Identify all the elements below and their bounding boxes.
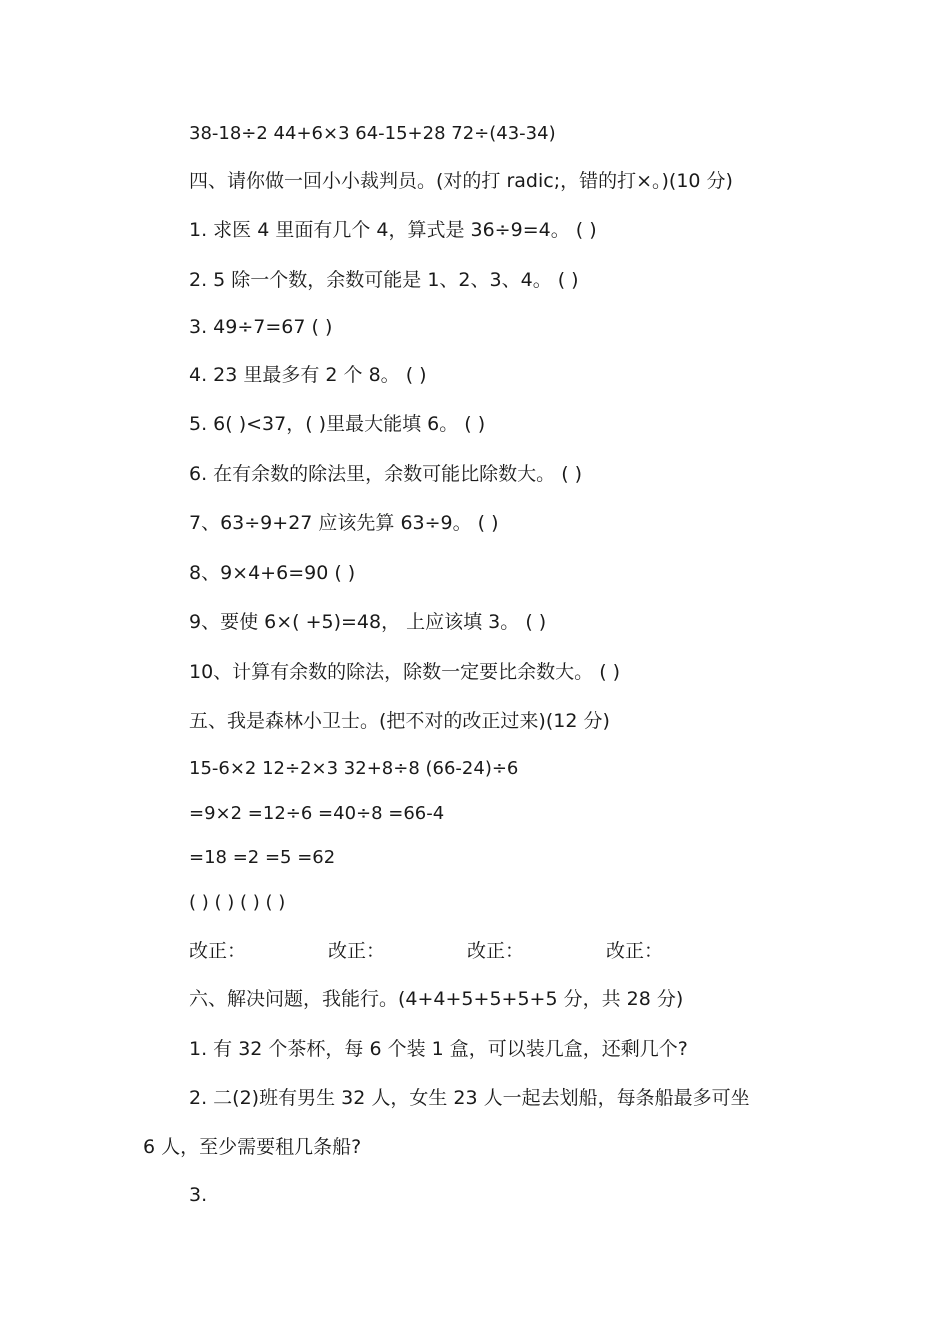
- wrong-calc-row-2: =9×2 =12÷6 =40÷8 =66-4: [189, 803, 445, 824]
- problem-3: 3.: [189, 1184, 208, 1206]
- judge-item-1: 1. 求医 4 里面有几个 4，算式是 36÷9=4。 ( ): [189, 219, 597, 241]
- problem-2-line-1: 2. 二(2)班有男生 32 人，女生 23 人一起去划船，每条船最多可坐: [189, 1087, 750, 1109]
- judge-item-3: 3. 49÷7=67 ( ): [189, 316, 333, 338]
- judge-item-7: 7、63÷9+27 应该先算 63÷9。 ( ): [189, 512, 499, 534]
- judge-item-10: 10、计算有余数的除法，除数一定要比余数大。 ( ): [189, 661, 621, 683]
- section-six-heading: 六、解决问题，我能行。(4+4+5+5+5+5 分，共 28 分): [189, 988, 684, 1010]
- judge-item-6: 6. 在有余数的除法里，余数可能比除数大。 ( ): [189, 463, 583, 485]
- expression-row-1: 38-18÷2 44+6×3 64-15+28 72÷(43-34): [189, 123, 556, 144]
- correction-label-2: 改正：: [328, 940, 386, 962]
- judge-item-9: 9、要使 6×( +5)=48， 上应该填 3。 ( ): [189, 611, 547, 633]
- answer-brackets-row: ( ) ( ) ( ) ( ): [189, 892, 286, 913]
- judge-item-2: 2. 5 除一个数，余数可能是 1、2、3、4。 ( ): [189, 269, 579, 291]
- judge-item-8: 8、9×4+6=90 ( ): [189, 562, 356, 584]
- correction-label-4: 改正：: [606, 940, 664, 962]
- correction-label-3: 改正：: [467, 940, 525, 962]
- correction-label-1: 改正：: [189, 940, 247, 962]
- problem-2-line-2: 6 人，至少需要租几条船?: [143, 1136, 362, 1158]
- section-four-heading: 四、请你做一回小小裁判员。(对的打 radic;，错的打×。)(10 分): [189, 170, 733, 192]
- judge-item-4: 4. 23 里最多有 2 个 8。 ( ): [189, 364, 427, 386]
- wrong-calc-row-3: =18 =2 =5 =62: [189, 847, 336, 868]
- wrong-calc-row-1: 15-6×2 12÷2×3 32+8÷8 (66-24)÷6: [189, 758, 519, 779]
- section-five-heading: 五、我是森林小卫士。(把不对的改正过来)(12 分): [189, 710, 610, 732]
- problem-1: 1. 有 32 个茶杯，每 6 个装 1 盒，可以装几盒，还剩几个?: [189, 1038, 688, 1060]
- judge-item-5: 5. 6( )<37，( )里最大能填 6。 ( ): [189, 413, 486, 435]
